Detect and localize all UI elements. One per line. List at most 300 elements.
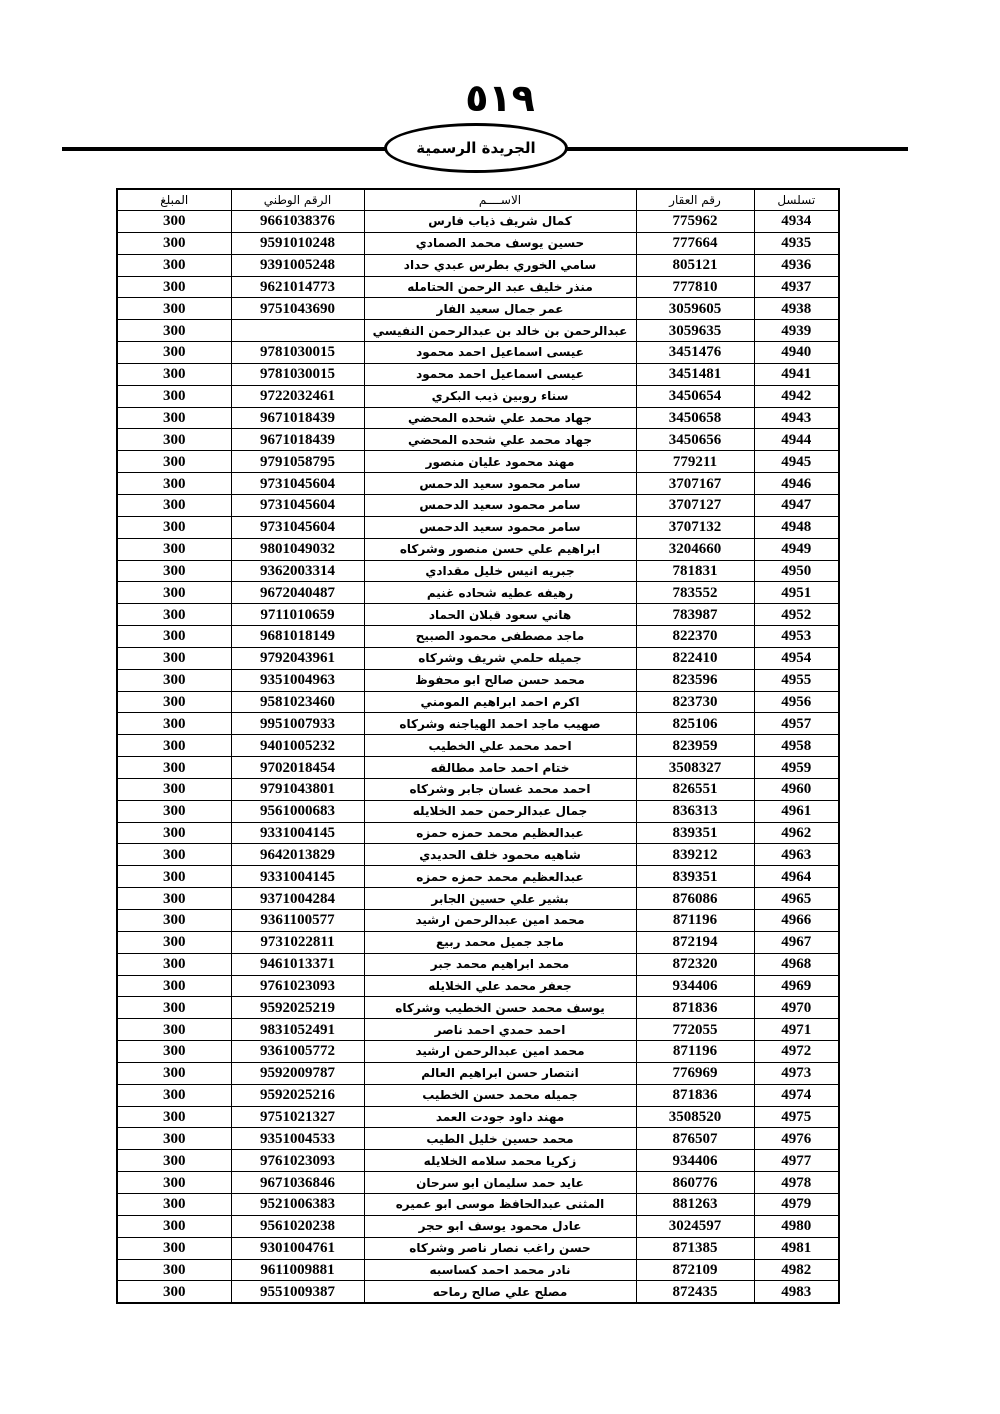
national-id-cell: 9702018454 xyxy=(231,757,364,779)
property-number-cell: 871836 xyxy=(636,1084,754,1106)
amount-cell: 300 xyxy=(117,713,231,735)
name-cell: عبدالعظيم محمد حمزه حمزه xyxy=(364,866,636,888)
serial-cell: 4963 xyxy=(754,844,839,866)
national-id-cell: 9351004533 xyxy=(231,1128,364,1150)
serial-cell: 4972 xyxy=(754,1041,839,1063)
national-id-cell: 9781030015 xyxy=(231,342,364,364)
national-id-cell: 9331004145 xyxy=(231,866,364,888)
amount-cell: 300 xyxy=(117,604,231,626)
national-id-cell: 9791058795 xyxy=(231,451,364,473)
amount-cell: 300 xyxy=(117,516,231,538)
name-cell: ابراهيم علي حسن منصور وشركاه xyxy=(364,538,636,560)
table-row xyxy=(117,1281,839,1303)
serial-cell: 4974 xyxy=(754,1084,839,1106)
national-id-cell: 9361100577 xyxy=(231,910,364,932)
serial-cell: 4958 xyxy=(754,735,839,757)
table-row xyxy=(117,276,839,298)
serial-cell: 4955 xyxy=(754,669,839,691)
name-cell: مصلح علي صالح رماحه xyxy=(364,1281,636,1303)
name-cell: المثنى عبدالحافظ موسى ابو عميره xyxy=(364,1193,636,1215)
serial-cell: 4968 xyxy=(754,953,839,975)
name-cell: عايد حمد سليمان ابو سرحان xyxy=(364,1172,636,1194)
table-row xyxy=(117,735,839,757)
name-cell: مهند داود جودت العمد xyxy=(364,1106,636,1128)
table-row xyxy=(117,1172,839,1194)
table-row xyxy=(117,473,839,495)
national-id-cell: 9642013829 xyxy=(231,844,364,866)
name-cell: حسين يوسف محمد الصمادي xyxy=(364,232,636,254)
name-cell: احمد حمدي احمد ناصر xyxy=(364,1019,636,1041)
property-number-cell: 839351 xyxy=(636,866,754,888)
table-row xyxy=(117,211,839,233)
name-cell: جميله حلمي شريف وشركاه xyxy=(364,647,636,669)
masthead-rule-right xyxy=(566,147,908,151)
national-id-cell: 9391005248 xyxy=(231,254,364,276)
serial-cell: 4976 xyxy=(754,1128,839,1150)
property-number-cell: 3059605 xyxy=(636,298,754,320)
amount-cell: 300 xyxy=(117,1215,231,1237)
amount-cell: 300 xyxy=(117,1259,231,1281)
amount-cell: 300 xyxy=(117,1019,231,1041)
table-row xyxy=(117,1106,839,1128)
national-id-cell: 9711010659 xyxy=(231,604,364,626)
amount-cell: 300 xyxy=(117,1172,231,1194)
national-id-cell: 9681018149 xyxy=(231,626,364,648)
property-number-cell: 836313 xyxy=(636,800,754,822)
records-table xyxy=(116,188,840,1304)
property-number-cell: 825106 xyxy=(636,713,754,735)
amount-cell: 300 xyxy=(117,385,231,407)
national-id-cell: 9791043801 xyxy=(231,778,364,800)
amount-cell: 300 xyxy=(117,1084,231,1106)
national-id-cell: 9671036846 xyxy=(231,1172,364,1194)
amount-cell: 300 xyxy=(117,494,231,516)
amount-cell: 300 xyxy=(117,910,231,932)
name-cell: شاهيه محمود خلف الحديدي xyxy=(364,844,636,866)
table-row xyxy=(117,1215,839,1237)
amount-cell: 300 xyxy=(117,232,231,254)
amount-cell: 300 xyxy=(117,211,231,233)
amount-cell: 300 xyxy=(117,888,231,910)
property-number-cell: 3508327 xyxy=(636,757,754,779)
national-id-cell: 9561000683 xyxy=(231,800,364,822)
table-row xyxy=(117,232,839,254)
table-row xyxy=(117,1084,839,1106)
property-number-cell: 871385 xyxy=(636,1237,754,1259)
property-number-cell: 839351 xyxy=(636,822,754,844)
national-id-cell: 9672040487 xyxy=(231,582,364,604)
name-cell: جميله محمد حسن الخطيب xyxy=(364,1084,636,1106)
name-cell: سامر محمود سعيد الدحمس xyxy=(364,494,636,516)
property-number-cell: 777810 xyxy=(636,276,754,298)
serial-cell: 4977 xyxy=(754,1150,839,1172)
property-number-cell: 776969 xyxy=(636,1062,754,1084)
national-id-cell: 9731022811 xyxy=(231,931,364,953)
column-header-serial: تسلسل xyxy=(754,189,839,211)
national-id-cell: 9731045604 xyxy=(231,516,364,538)
serial-cell: 4942 xyxy=(754,385,839,407)
national-id-cell: 9671018439 xyxy=(231,407,364,429)
table-row xyxy=(117,604,839,626)
serial-cell: 4957 xyxy=(754,713,839,735)
column-header-name: الاســــم xyxy=(364,189,636,211)
name-cell: اكرم احمد ابراهيم المومني xyxy=(364,691,636,713)
amount-cell: 300 xyxy=(117,1062,231,1084)
table-row xyxy=(117,1128,839,1150)
serial-cell: 4975 xyxy=(754,1106,839,1128)
table-row xyxy=(117,451,839,473)
serial-cell: 4934 xyxy=(754,211,839,233)
table-row xyxy=(117,647,839,669)
national-id-cell: 9621014773 xyxy=(231,276,364,298)
name-cell: هاني سعود قبلان الحماد xyxy=(364,604,636,626)
serial-cell: 4970 xyxy=(754,997,839,1019)
property-number-cell: 781831 xyxy=(636,560,754,582)
serial-cell: 4940 xyxy=(754,342,839,364)
amount-cell: 300 xyxy=(117,757,231,779)
property-number-cell: 871836 xyxy=(636,997,754,1019)
property-number-cell: 860776 xyxy=(636,1172,754,1194)
table-row xyxy=(117,1150,839,1172)
column-header-amount: المبلغ xyxy=(117,189,231,211)
column-header-national-id: الرقم الوطني xyxy=(231,189,364,211)
table-row xyxy=(117,669,839,691)
property-number-cell: 3204660 xyxy=(636,538,754,560)
table-row xyxy=(117,1259,839,1281)
amount-cell: 300 xyxy=(117,975,231,997)
amount-cell: 300 xyxy=(117,735,231,757)
serial-cell: 4966 xyxy=(754,910,839,932)
amount-cell: 300 xyxy=(117,866,231,888)
serial-cell: 4944 xyxy=(754,429,839,451)
serial-cell: 4948 xyxy=(754,516,839,538)
amount-cell: 300 xyxy=(117,1193,231,1215)
national-id-cell: 9761023093 xyxy=(231,1150,364,1172)
name-cell: جهاد محمد علي شحده المحضي xyxy=(364,429,636,451)
table-row xyxy=(117,342,839,364)
name-cell: عبدالرحمن بن خالد بن عبدالرحمن النفيسي xyxy=(364,320,636,342)
name-cell: ماجد مصطفى محمود الصبيح xyxy=(364,626,636,648)
name-cell: عيسى اسماعيل احمد محمود xyxy=(364,363,636,385)
table-row xyxy=(117,538,839,560)
table-row xyxy=(117,975,839,997)
records-table-container xyxy=(116,188,838,1304)
property-number-cell: 779211 xyxy=(636,451,754,473)
table-row xyxy=(117,1041,839,1063)
name-cell: عبدالعظيم محمد حمزه حمزه xyxy=(364,822,636,844)
property-number-cell: 881263 xyxy=(636,1193,754,1215)
amount-cell: 300 xyxy=(117,1106,231,1128)
property-number-cell: 934406 xyxy=(636,975,754,997)
table-body xyxy=(117,211,839,1304)
national-id-cell: 9751021327 xyxy=(231,1106,364,1128)
property-number-cell: 777664 xyxy=(636,232,754,254)
name-cell: عيسى اسماعيل احمد محمود xyxy=(364,342,636,364)
serial-cell: 4950 xyxy=(754,560,839,582)
serial-cell: 4951 xyxy=(754,582,839,604)
name-cell: سامي الخوري بطرس عبدي حداد xyxy=(364,254,636,276)
table-row xyxy=(117,298,839,320)
property-number-cell: 3451481 xyxy=(636,363,754,385)
serial-cell: 4979 xyxy=(754,1193,839,1215)
serial-cell: 4973 xyxy=(754,1062,839,1084)
table-row xyxy=(117,320,839,342)
serial-cell: 4969 xyxy=(754,975,839,997)
national-id-cell: 9331004145 xyxy=(231,822,364,844)
amount-cell: 300 xyxy=(117,320,231,342)
amount-cell: 300 xyxy=(117,931,231,953)
serial-cell: 4943 xyxy=(754,407,839,429)
serial-cell: 4936 xyxy=(754,254,839,276)
national-id-cell: 9591010248 xyxy=(231,232,364,254)
property-number-cell: 775962 xyxy=(636,211,754,233)
national-id-cell: 9592025219 xyxy=(231,997,364,1019)
property-number-cell: 805121 xyxy=(636,254,754,276)
serial-cell: 4967 xyxy=(754,931,839,953)
property-number-cell: 822370 xyxy=(636,626,754,648)
property-number-cell: 823596 xyxy=(636,669,754,691)
property-number-cell: 934406 xyxy=(636,1150,754,1172)
property-number-cell: 3450656 xyxy=(636,429,754,451)
amount-cell: 300 xyxy=(117,844,231,866)
national-id-cell: 9351004963 xyxy=(231,669,364,691)
serial-cell: 4971 xyxy=(754,1019,839,1041)
page-number: ٥١٩ xyxy=(465,76,535,120)
amount-cell: 300 xyxy=(117,582,231,604)
property-number-cell: 876507 xyxy=(636,1128,754,1150)
amount-cell: 300 xyxy=(117,538,231,560)
amount-cell: 300 xyxy=(117,691,231,713)
amount-cell: 300 xyxy=(117,997,231,1019)
amount-cell: 300 xyxy=(117,473,231,495)
national-id-cell: 9401005232 xyxy=(231,735,364,757)
table-row xyxy=(117,1062,839,1084)
property-number-cell: 3450658 xyxy=(636,407,754,429)
amount-cell: 300 xyxy=(117,560,231,582)
serial-cell: 4937 xyxy=(754,276,839,298)
name-cell: جهاد محمد علي شحده المحضي xyxy=(364,407,636,429)
table-row xyxy=(117,429,839,451)
serial-cell: 4964 xyxy=(754,866,839,888)
table-row xyxy=(117,363,839,385)
national-id-cell: 9611009881 xyxy=(231,1259,364,1281)
table-row xyxy=(117,1019,839,1041)
property-number-cell: 872109 xyxy=(636,1259,754,1281)
serial-cell: 4960 xyxy=(754,778,839,800)
name-cell: ماجد جميل محمد ربيع xyxy=(364,931,636,953)
table-row xyxy=(117,1237,839,1259)
table-row xyxy=(117,254,839,276)
name-cell: عادل محمود يوسف ابو حجر xyxy=(364,1215,636,1237)
property-number-cell: 772055 xyxy=(636,1019,754,1041)
amount-cell: 300 xyxy=(117,407,231,429)
name-cell: رهيفه عطيه شحاده غنيم xyxy=(364,582,636,604)
national-id-cell: 9661038376 xyxy=(231,211,364,233)
national-id-cell: 9831052491 xyxy=(231,1019,364,1041)
serial-cell: 4947 xyxy=(754,494,839,516)
property-number-cell: 876086 xyxy=(636,888,754,910)
property-number-cell: 839212 xyxy=(636,844,754,866)
name-cell: سناء روبين ذيب البكري xyxy=(364,385,636,407)
name-cell: جبريه انيس خليل مقدادي xyxy=(364,560,636,582)
serial-cell: 4938 xyxy=(754,298,839,320)
amount-cell: 300 xyxy=(117,298,231,320)
name-cell: يوسف محمد حسن الخطيب وشركاه xyxy=(364,997,636,1019)
property-number-cell: 872194 xyxy=(636,931,754,953)
amount-cell: 300 xyxy=(117,626,231,648)
serial-cell: 4953 xyxy=(754,626,839,648)
national-id-cell: 9722032461 xyxy=(231,385,364,407)
serial-cell: 4941 xyxy=(754,363,839,385)
national-id-cell: 9362003314 xyxy=(231,560,364,582)
table-row xyxy=(117,385,839,407)
national-id-cell: 9301004761 xyxy=(231,1237,364,1259)
national-id-cell: 9371004284 xyxy=(231,888,364,910)
national-id-cell: 9671018439 xyxy=(231,429,364,451)
property-number-cell: 823959 xyxy=(636,735,754,757)
table-row xyxy=(117,822,839,844)
serial-cell: 4949 xyxy=(754,538,839,560)
table-row xyxy=(117,910,839,932)
amount-cell: 300 xyxy=(117,1041,231,1063)
national-id-cell: 9801049032 xyxy=(231,538,364,560)
property-number-cell: 872320 xyxy=(636,953,754,975)
national-id-cell: 9731045604 xyxy=(231,494,364,516)
name-cell: احمد محمد علي الخطيب xyxy=(364,735,636,757)
amount-cell: 300 xyxy=(117,800,231,822)
name-cell: سامر محمود سعيد الدحمس xyxy=(364,473,636,495)
table-row xyxy=(117,997,839,1019)
name-cell: محمد حسن صالح ابو محفوظ xyxy=(364,669,636,691)
property-number-cell: 871196 xyxy=(636,1041,754,1063)
national-id-cell: 9731045604 xyxy=(231,473,364,495)
table-row xyxy=(117,866,839,888)
property-number-cell: 822410 xyxy=(636,647,754,669)
national-id-cell: 9461013371 xyxy=(231,953,364,975)
property-number-cell: 823730 xyxy=(636,691,754,713)
amount-cell: 300 xyxy=(117,254,231,276)
table-row xyxy=(117,560,839,582)
serial-cell: 4946 xyxy=(754,473,839,495)
serial-cell: 4959 xyxy=(754,757,839,779)
serial-cell: 4956 xyxy=(754,691,839,713)
table-row xyxy=(117,713,839,735)
name-cell: عمر جمال سعيد الفار xyxy=(364,298,636,320)
serial-cell: 4978 xyxy=(754,1172,839,1194)
amount-cell: 300 xyxy=(117,778,231,800)
serial-cell: 4982 xyxy=(754,1259,839,1281)
amount-cell: 300 xyxy=(117,451,231,473)
amount-cell: 300 xyxy=(117,342,231,364)
table-row xyxy=(117,407,839,429)
amount-cell: 300 xyxy=(117,822,231,844)
name-cell: حسن راغب نصار ناصر وشركاه xyxy=(364,1237,636,1259)
name-cell: كمال شريف ذياب فارس xyxy=(364,211,636,233)
table-row xyxy=(117,691,839,713)
serial-cell: 4983 xyxy=(754,1281,839,1303)
serial-cell: 4965 xyxy=(754,888,839,910)
serial-cell: 4939 xyxy=(754,320,839,342)
serial-cell: 4961 xyxy=(754,800,839,822)
property-number-cell: 872435 xyxy=(636,1281,754,1303)
masthead-rule-left xyxy=(62,147,388,151)
name-cell: منذر خليف عبد الرحمن الحتامله xyxy=(364,276,636,298)
serial-cell: 4962 xyxy=(754,822,839,844)
national-id-cell: 9592025216 xyxy=(231,1084,364,1106)
name-cell: انتصار حسن ابراهيم العالم xyxy=(364,1062,636,1084)
table-row xyxy=(117,516,839,538)
table-row xyxy=(117,757,839,779)
national-id-cell: 9592009787 xyxy=(231,1062,364,1084)
name-cell: سامر محمود سعيد الدحمس xyxy=(364,516,636,538)
property-number-cell: 3508520 xyxy=(636,1106,754,1128)
name-cell: نادر محمد احمد كساسبه xyxy=(364,1259,636,1281)
name-cell: محمد ابراهيم محمد جبر xyxy=(364,953,636,975)
property-number-cell: 783552 xyxy=(636,582,754,604)
name-cell: محمد امين عبدالرحمن ارشيد xyxy=(364,1041,636,1063)
property-number-cell: 3450654 xyxy=(636,385,754,407)
property-number-cell: 3059635 xyxy=(636,320,754,342)
name-cell: ختام احمد حامد مطالقه xyxy=(364,757,636,779)
column-header-property-number: رقم العقار xyxy=(636,189,754,211)
name-cell: محمد حسين خليل الطيب xyxy=(364,1128,636,1150)
table-row xyxy=(117,1193,839,1215)
table-row xyxy=(117,844,839,866)
amount-cell: 300 xyxy=(117,1128,231,1150)
national-id-cell: 9951007933 xyxy=(231,713,364,735)
table-row xyxy=(117,626,839,648)
national-id-cell: 9561020238 xyxy=(231,1215,364,1237)
serial-cell: 4945 xyxy=(754,451,839,473)
name-cell: جعفر محمد علي الخلايله xyxy=(364,975,636,997)
amount-cell: 300 xyxy=(117,363,231,385)
national-id-cell: 9792043961 xyxy=(231,647,364,669)
name-cell: مهند محمود عليان منصور xyxy=(364,451,636,473)
table-row xyxy=(117,800,839,822)
national-id-cell: 9521006383 xyxy=(231,1193,364,1215)
amount-cell: 300 xyxy=(117,1237,231,1259)
property-number-cell: 871196 xyxy=(636,910,754,932)
serial-cell: 4952 xyxy=(754,604,839,626)
table-row xyxy=(117,888,839,910)
table-row xyxy=(117,931,839,953)
serial-cell: 4980 xyxy=(754,1215,839,1237)
serial-cell: 4935 xyxy=(754,232,839,254)
national-id-cell: 9581023460 xyxy=(231,691,364,713)
property-number-cell: 783987 xyxy=(636,604,754,626)
property-number-cell: 3707167 xyxy=(636,473,754,495)
publication-title: الجريدة الرسمية xyxy=(384,123,568,173)
amount-cell: 300 xyxy=(117,276,231,298)
table-row xyxy=(117,582,839,604)
table-header-row xyxy=(117,189,839,211)
national-id-cell: 9781030015 xyxy=(231,363,364,385)
serial-cell: 4981 xyxy=(754,1237,839,1259)
name-cell: زكريا محمد سلامه الخلايله xyxy=(364,1150,636,1172)
table-row xyxy=(117,494,839,516)
table-row xyxy=(117,953,839,975)
property-number-cell: 3451476 xyxy=(636,342,754,364)
national-id-cell xyxy=(231,320,364,342)
property-number-cell: 3024597 xyxy=(636,1215,754,1237)
property-number-cell: 826551 xyxy=(636,778,754,800)
property-number-cell: 3707127 xyxy=(636,494,754,516)
amount-cell: 300 xyxy=(117,953,231,975)
amount-cell: 300 xyxy=(117,669,231,691)
property-number-cell: 3707132 xyxy=(636,516,754,538)
national-id-cell: 9761023093 xyxy=(231,975,364,997)
name-cell: بشير علي حسين الجابر xyxy=(364,888,636,910)
